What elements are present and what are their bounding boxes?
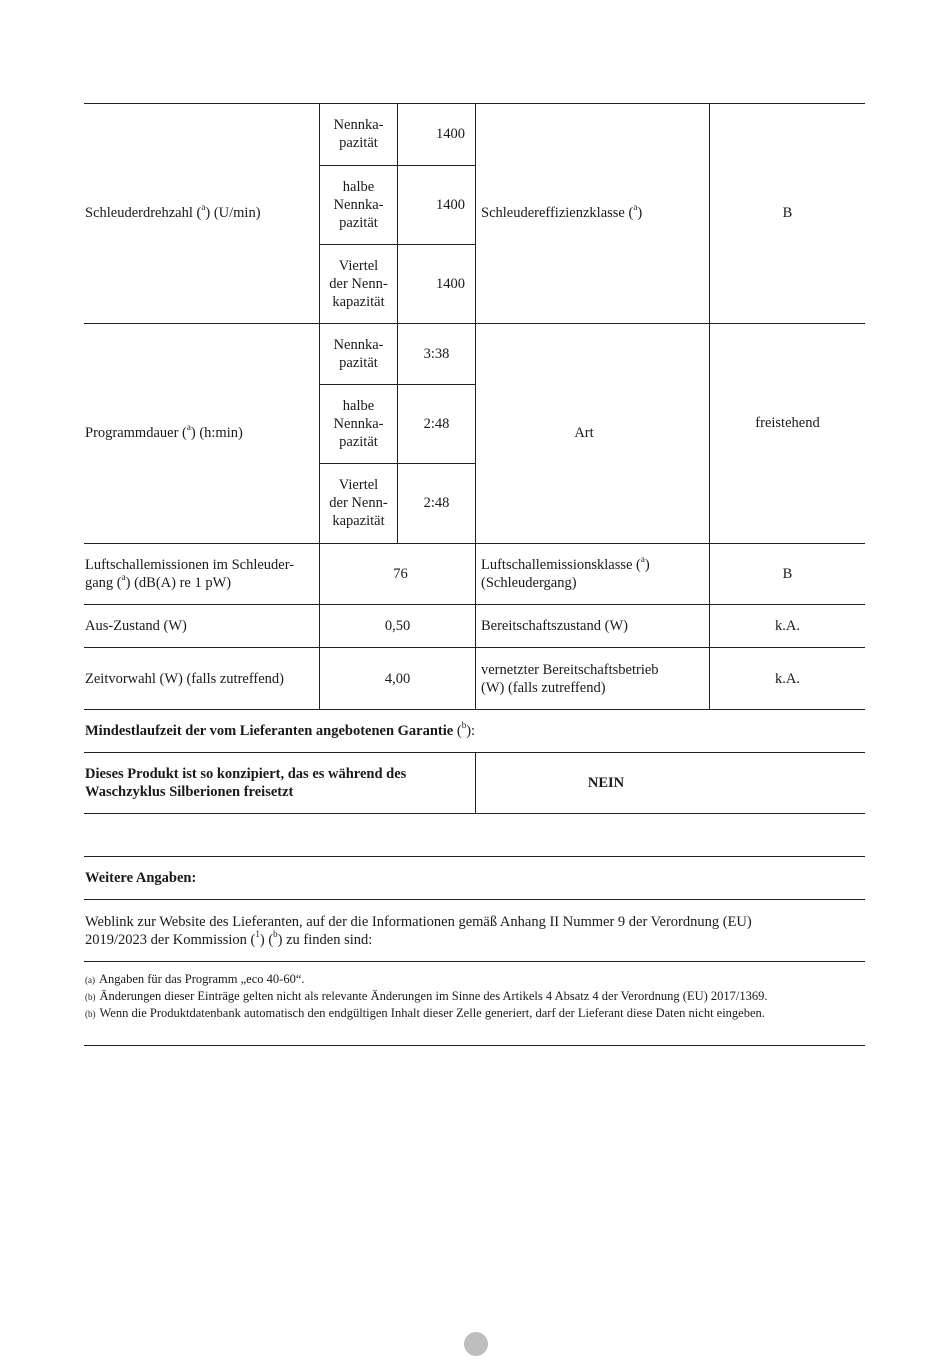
delay-start-label: Zeitvorwahl (W) (falls zutreffend)	[85, 670, 285, 687]
spin-speed-label: Schleuderdrehzahl ($^a$) (U/min)	[85, 202, 261, 221]
delay-start-value: 4,00	[384, 670, 411, 687]
networked-standby-label: vernetzter Bereitschaftsbetrieb (W) (falls zutreffend)	[481, 661, 659, 696]
spin-value-rated: 1400	[436, 126, 465, 142]
standby-label: Bereitschaftszustand (W)	[481, 618, 628, 634]
footnote	[85, 1005, 865, 1023]
spin-sub-rated: Nennka- pazität	[333, 117, 384, 151]
noise-label: Luftschallemissionen im Schleuder- gang ($^a$) (dB(A) re 1 pW)	[85, 557, 295, 591]
supplier-weblink-text: Weblink zur Website des Lieferanten, auf der die Informationen gemäß Anhang II Nummer 9 der Verordnung (EU) 2019/2023 der Kommission ($^1$) ($^b$) zu finden sind:	[85, 913, 752, 948]
section-rule	[84, 961, 865, 962]
section-rule-bottom	[84, 1045, 865, 1046]
spin-sub-half: halbe Nennka- pazität	[333, 178, 384, 231]
duration-sub-quarter: Viertel der Nenn- kapazität	[329, 477, 388, 529]
networked-standby-value: k.A.	[775, 670, 800, 687]
noise-class-value: B	[782, 566, 793, 582]
spin-value-quarter: 1400	[436, 275, 465, 292]
footnote-text: Änderungen dieser Einträge gelten nicht als relevante Änderungen im Sinne des Artikels 4 Absatz 4 der Verordnung (EU) 2017/1369.	[99, 989, 768, 1003]
type-value: freistehend	[755, 415, 820, 431]
footnote-marker: (a)	[85, 975, 95, 985]
duration-value-rated: 3:38	[423, 345, 450, 362]
noise-class-label: Luftschallemissionsklasse ($^a$) (Schleudergang)	[481, 554, 650, 591]
spin-efficiency-label: Schleudereffizienzklasse ($^a$)	[481, 202, 643, 221]
silver-ions-label: Dieses Produkt ist so konzipiert, das es während des Waschzyklus Silberionen freisetzt	[85, 766, 407, 800]
duration-value-quarter: 2:48	[423, 495, 450, 511]
noise-value: 76	[393, 566, 408, 582]
duration-value-half: 2:48	[423, 415, 450, 432]
off-mode-value: 0,50	[384, 618, 411, 634]
footnote	[85, 988, 865, 1006]
duration-sub-half: halbe Nennka- pazität	[333, 397, 384, 450]
spin-value-half: 1400	[436, 196, 465, 213]
off-mode-label: Aus-Zustand (W)	[85, 618, 187, 634]
silver-ions-value: NEIN	[587, 775, 625, 791]
footnote	[85, 971, 865, 989]
duration-sub-rated: Nennka- pazität	[333, 336, 384, 371]
further-info-heading: Weitere Angaben:	[85, 870, 197, 886]
page-number-badge	[464, 1332, 488, 1356]
table-rule	[84, 813, 865, 814]
duration-label: Programmdauer ($^a$) (h:min)	[85, 422, 243, 441]
footnote-text: Angaben für das Programm „eco 40-60“.	[99, 972, 305, 986]
spin-sub-quarter: Viertel der Nenn- kapazität	[329, 257, 388, 310]
warranty-label: Mindestlaufzeit der vom Lieferanten angebotenen Garantie ($^b$):	[85, 720, 476, 739]
type-label: Art	[574, 425, 594, 441]
spin-efficiency-value: B	[782, 205, 793, 221]
footnote-marker: (b)	[85, 1009, 96, 1019]
standby-value: k.A.	[775, 618, 800, 634]
footnote-text: Wenn die Produktdatenbank automatisch den endgültigen Inhalt dieser Zelle generiert, darf der Lieferant diese Daten nicht eingeben.	[99, 1006, 765, 1020]
footnote-marker: (b)	[85, 992, 96, 1002]
